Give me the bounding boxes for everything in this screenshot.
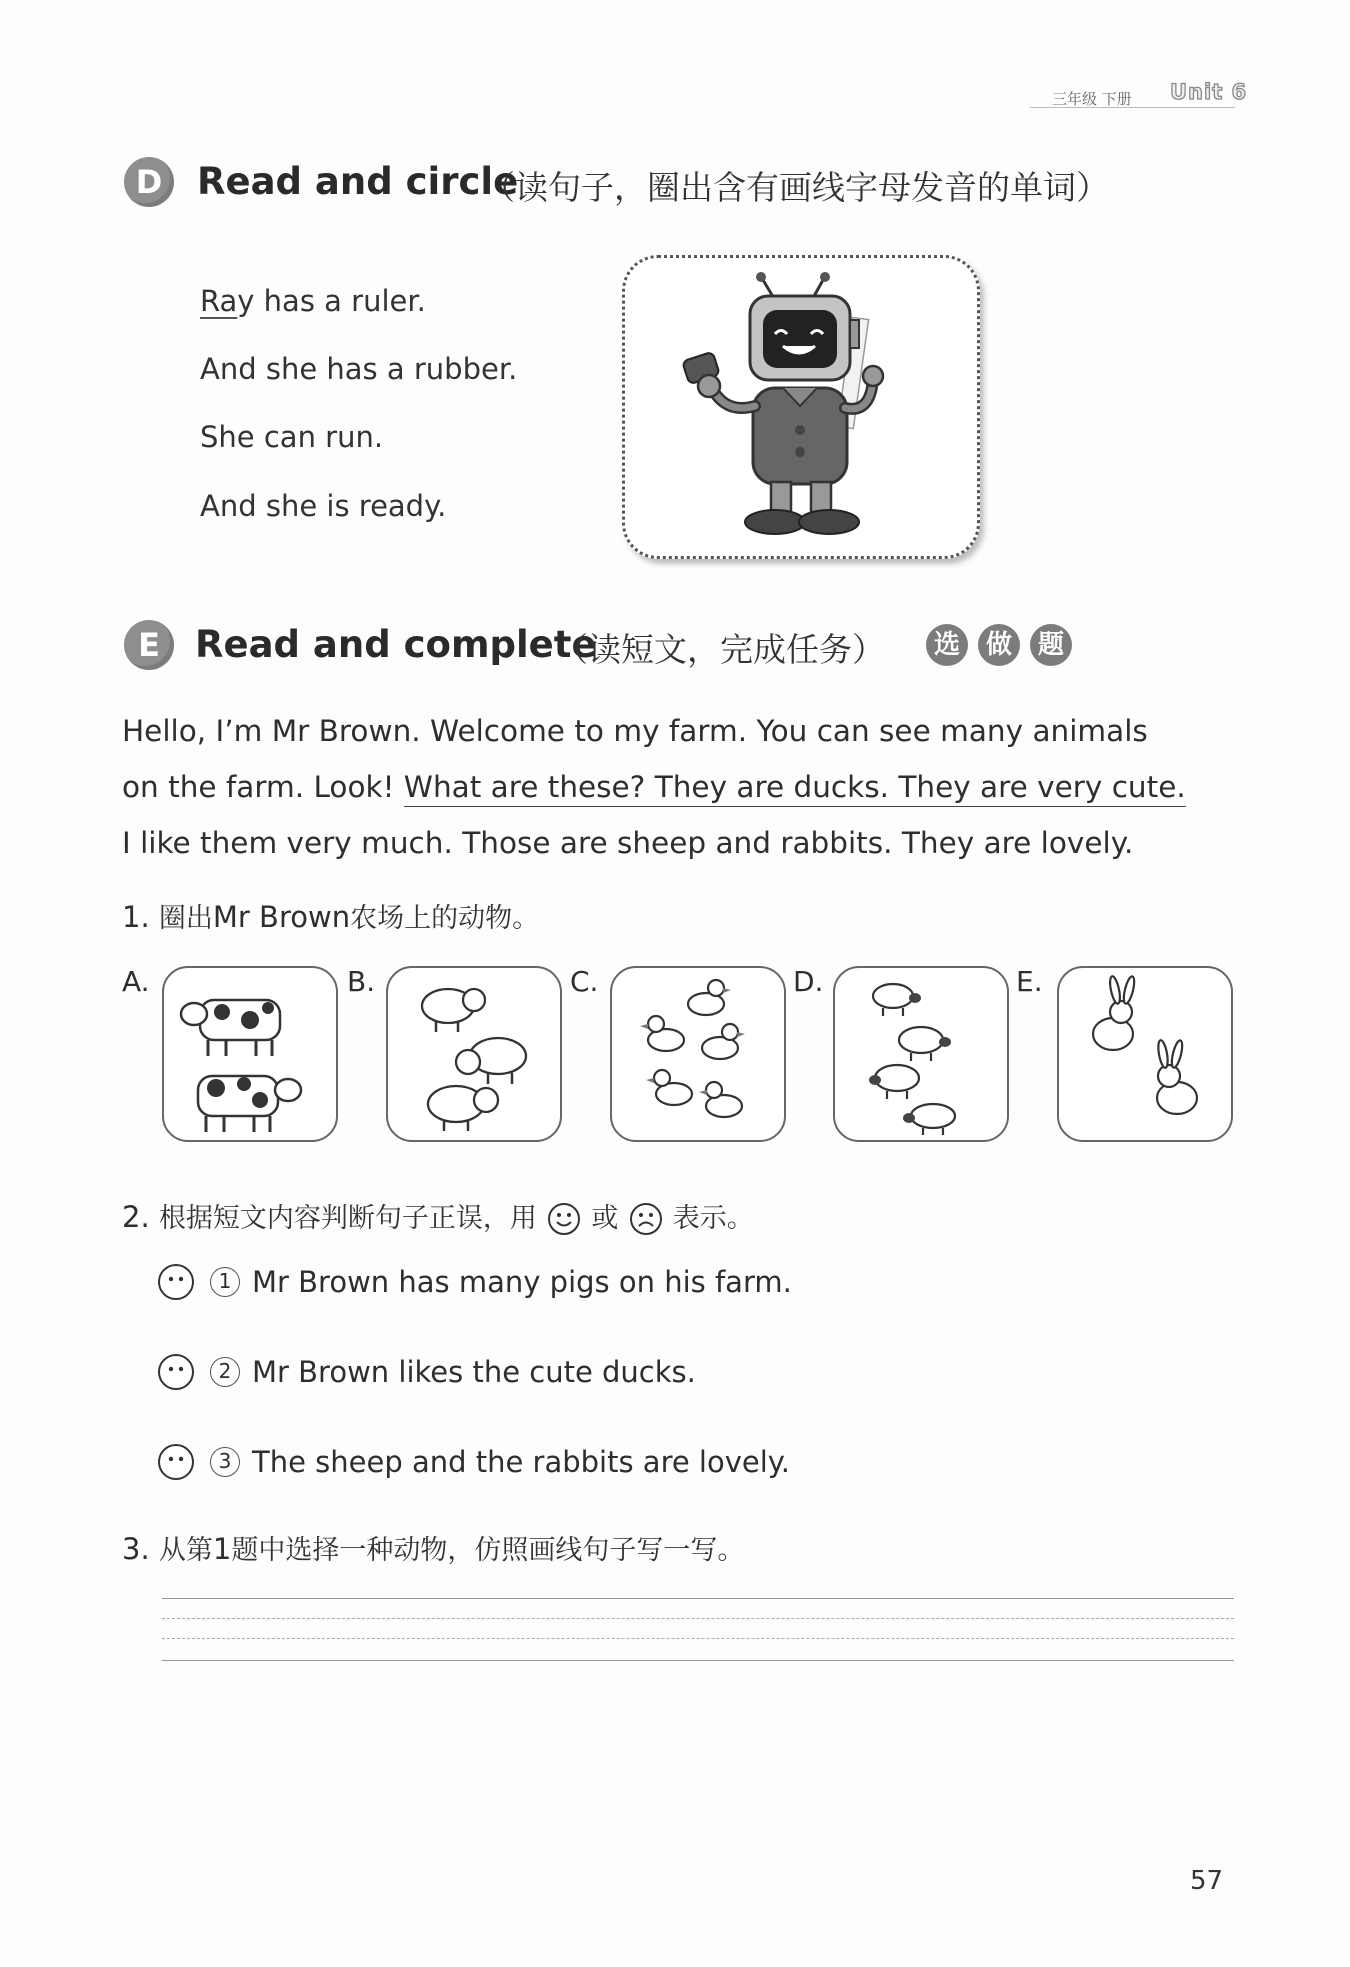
writing-line-dashed-1[interactable] xyxy=(162,1618,1234,1619)
optional-badge-1: 选 xyxy=(926,624,968,666)
blank-face-answer-icon[interactable] xyxy=(156,1352,196,1392)
smiley-face-icon xyxy=(546,1201,582,1237)
question-2: 2. 根据短文内容判断句子正误，用 或 表示。 xyxy=(122,1196,754,1237)
option-a-cows[interactable] xyxy=(162,966,338,1142)
writing-line-top[interactable] xyxy=(162,1598,1234,1599)
statement-2 xyxy=(156,1352,696,1392)
robot-picture-frame xyxy=(622,255,980,559)
sad-face-icon xyxy=(628,1201,664,1237)
section-e-subtitle: （读短文，完成任务） xyxy=(555,630,885,669)
d-sentence-3: She can run. xyxy=(200,420,384,454)
d-sentence-4: And she is ready. xyxy=(200,489,447,523)
question-1: 1. 圈出Mr Brown农场上的动物。 xyxy=(122,900,540,934)
header-grade: 三年级 下册 xyxy=(1052,90,1132,108)
option-e-label: E. xyxy=(1016,965,1043,998)
statement-text: Mr Brown likes the cute ducks. xyxy=(252,1355,696,1389)
passage-line-1: Hello, I’m Mr Brown. Welcome to my farm. You can see many animals xyxy=(122,714,1148,748)
cow-icon xyxy=(164,968,336,1140)
statement-number: 1 xyxy=(210,1267,240,1297)
section-e-title: Read and complete xyxy=(195,623,597,666)
section-d-badge: D xyxy=(124,157,174,207)
section-e-badge: E xyxy=(124,620,174,670)
pig-icon xyxy=(388,968,560,1140)
rabbit-icon xyxy=(1059,968,1231,1140)
d-sentence-1: Ray has a ruler. xyxy=(200,284,426,318)
robot-illustration-icon xyxy=(625,258,977,556)
option-d-sheep[interactable] xyxy=(833,966,1009,1142)
option-e-rabbits[interactable] xyxy=(1057,966,1233,1142)
blank-face-answer-icon[interactable] xyxy=(156,1442,196,1482)
question-3: 3. 从第1题中选择一种动物，仿照画线句子写一写。 xyxy=(122,1532,745,1566)
optional-badge-3: 题 xyxy=(1030,624,1072,666)
option-c-ducks[interactable] xyxy=(610,966,786,1142)
statement-number: 3 xyxy=(210,1447,240,1477)
d-sentence-2: And she has a rubber. xyxy=(200,352,518,386)
optional-badge-2: 做 xyxy=(978,624,1020,666)
section-d-subtitle: （读句子，圈出含有画线字母发音的单词） xyxy=(482,168,1109,207)
underlined-sentence: What are these? They are ducks. They are very cute. xyxy=(404,770,1186,807)
statement-1 xyxy=(156,1262,792,1302)
statement-text: The sheep and the rabbits are lovely. xyxy=(252,1445,791,1479)
option-b-pigs[interactable] xyxy=(386,966,562,1142)
section-d-title: Read and circle xyxy=(197,160,519,203)
statement-text: Mr Brown has many pigs on his farm. xyxy=(252,1265,792,1299)
sheep-icon xyxy=(835,968,1007,1140)
passage-line-2: on the farm. Look! What are these? They are ducks. They are very cute. xyxy=(122,770,1186,804)
underlined-letters: Ra xyxy=(200,284,238,318)
writing-line-dashed-2[interactable] xyxy=(162,1638,1234,1639)
option-c-label: C. xyxy=(570,965,599,998)
statement-number: 2 xyxy=(210,1357,240,1387)
option-a-label: A. xyxy=(122,965,150,998)
writing-line-bottom[interactable] xyxy=(162,1660,1234,1661)
header-unit: Unit 6 xyxy=(1170,80,1248,104)
page-number: 57 xyxy=(1190,1866,1224,1896)
statement-3 xyxy=(156,1442,790,1482)
option-b-label: B. xyxy=(347,965,376,998)
duck-icon xyxy=(612,968,784,1140)
blank-face-answer-icon[interactable] xyxy=(156,1262,196,1302)
passage-line-3: I like them very much. Those are sheep and rabbits. They are lovely. xyxy=(122,826,1134,860)
option-d-label: D. xyxy=(793,965,824,998)
